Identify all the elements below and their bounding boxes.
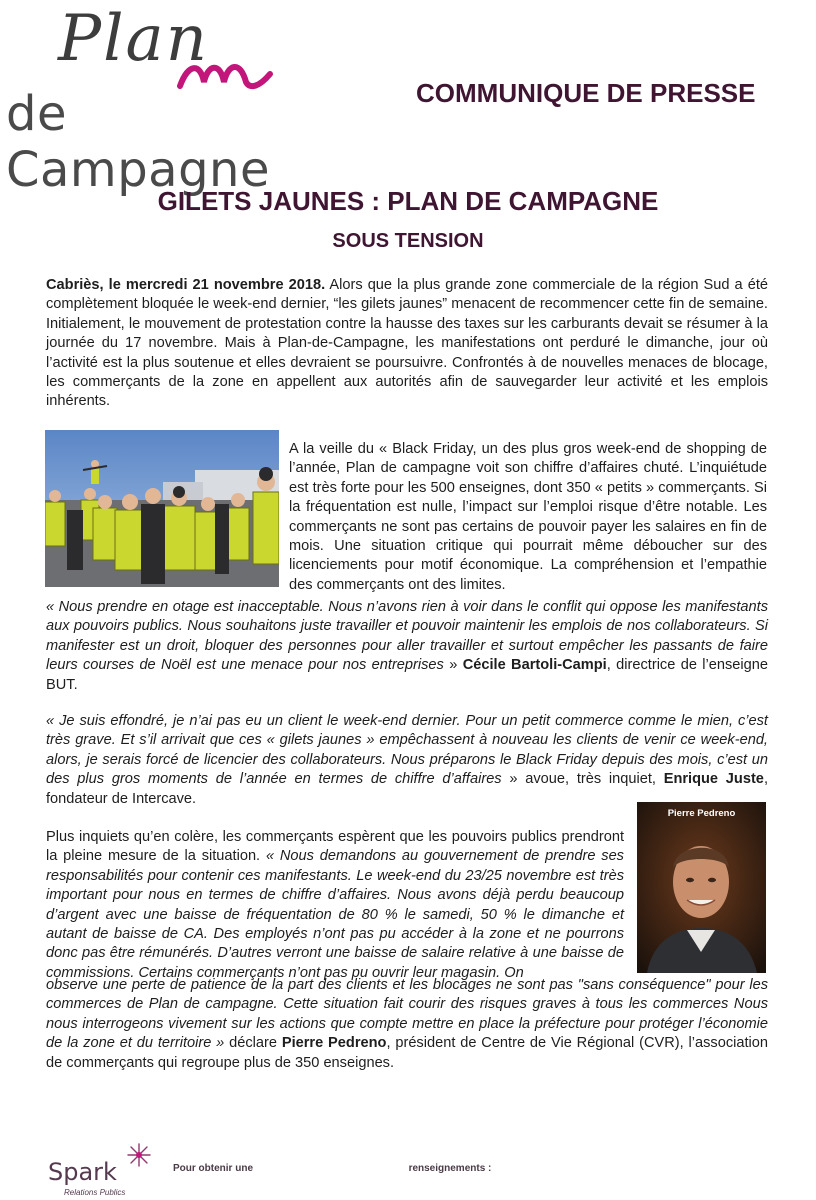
quote-text: « Nous prendre en otage est inacceptable. Nous n’avons rien à voir dans le conflit qui oppose les manifestants aux pouvoirs publics. Nous souhaitons juste travailler et pouvoir maintenir les emplois de nos collaborateurs. Si manifester est un droit, bloquer des personnes pour aller travailler et surtout empêcher les passants de faire leurs courses de Noël est une menace pour nos entreprises bbox=[46, 599, 768, 674]
quote-bartoli-campi bbox=[46, 598, 768, 695]
spark-logo-text: Spark bbox=[48, 1158, 117, 1186]
quote-close: déclare bbox=[224, 1035, 282, 1052]
spark-logo bbox=[48, 1142, 158, 1200]
quote-close: » avoue, très inquiet, bbox=[501, 771, 664, 788]
spark-star-icon bbox=[126, 1142, 152, 1168]
headline: GILETS JAUNES : PLAN DE CAMPAGNE bbox=[157, 186, 659, 216]
portrait-photo bbox=[637, 802, 766, 973]
quote-juste bbox=[46, 712, 768, 809]
press-release-title: COMMUNIQUE DE PRESSE bbox=[416, 78, 756, 108]
speaker-title: , directrice de l’enseigne BUT. bbox=[46, 657, 769, 693]
intro-text: Alors que la plus grande zone commerciale de la région Sud a été complètement bloquée le week-end dernier, “les gilets jaunes” menacent de recommencer cette fin de semaine. Initialement, le mouvement de protestation contre la hausse des taxes sur les carburants devait se résumer à la journée du 17 novembre. Mais à Plan-de-Campagne, les manifestations ont perduré le dimanche, jour où l’activité est la plus soutenue et elles devraient se poursuivre. Confrontés à de nouvelles menaces de blocage, les commerçants de la zone en appellent aux autorités afin de sauvegarder leur activité et les emplois inhérents. bbox=[46, 277, 768, 410]
pedreno-quote-end bbox=[46, 976, 768, 1073]
quote-text: « Nous demandons au gouvernement de prendre ses responsabilités pour contenir ces manifestants. Le week-end du 23/25 novembre est très important pour nous en termes de chiffre d’affaires. Nous avons déjà perdu beaucoup d’argent avec une baisse de fréquentation de 80 % le samedi, 50 % le dimanche et autant de baisse de CA. Des employés n’ont pas pu accéder à la zone et ne pourrons donc pas être rémunérés. D’autres verront une baisse de salaire relative à une baisse de commissions. Certains commerçants n’ont pas pu ouvrir leur magasin. On bbox=[46, 848, 624, 981]
intro-paragraph bbox=[46, 276, 768, 412]
black-friday-paragraph: A la veille du « Black Friday, un des plus gros week-end de shopping de l’année, Plan de campagne voit son chiffre d’affaires chuté. L’inquiétude est très forte pour les 500 enseignes, dont 350 « petits » commerçants. Si la fréquentation est nulle, l’impact sur l’emploi risque d’être notable. Les commerçants ne sont pas certains de pouvoir payer les salaires en fin de mois. Une situation critique qui pourrait même déboucher sur des licenciements pour motif économique. La compréhension et l’empathie des commerçants ont des limites. bbox=[289, 441, 767, 593]
logo-main-text: de Campagne bbox=[6, 86, 270, 198]
portrait-caption: Pierre Pedreno bbox=[667, 808, 736, 819]
speaker-name: Cécile Bartoli-Campi bbox=[462, 657, 607, 674]
spark-tagline: Relations Publics bbox=[64, 1188, 126, 1197]
subheadline: SOUS TENSION bbox=[332, 230, 484, 252]
speaker-title: , fondateur de Intercave. bbox=[46, 771, 768, 807]
dateline: Cabriès, le mercredi 21 novembre 2018. bbox=[46, 277, 326, 293]
footer-contact-line bbox=[173, 1163, 491, 1174]
footer-contact-start: Pour obtenir une bbox=[173, 1163, 253, 1174]
quote-text: « Je suis effondré, je n’ai pas eu un client le week-end dernier. Pour un petit commerce comme le mien, c’est très grave. Et s’il arrivait que ces « gilets jaunes » empêchassent à nouveau les clients de venir ce week-end, alors, je serais forcé de licencier des collaborateurs. Nous préparons le Black Friday depuis des mois, c’est un des plus gros moments de l’année en termes de chiffre d’affaires bbox=[46, 713, 768, 788]
speaker-name: Enrique Juste bbox=[663, 771, 764, 788]
plan-de-campagne-logo bbox=[4, 2, 344, 198]
speaker-name: Pierre Pedreno bbox=[281, 1035, 387, 1052]
pedreno-intro bbox=[46, 828, 624, 983]
portrait-card bbox=[637, 802, 766, 973]
intro-text: Plus inquiets qu’en colère, les commerçants espèrent que les pouvoirs publics prendront la pleine mesure de la situation. bbox=[46, 829, 624, 865]
quote-close: » bbox=[443, 657, 463, 674]
protest-photo bbox=[45, 430, 279, 587]
protest-photo-image bbox=[45, 430, 279, 587]
quote-text: observe une perte de patience de la part des clients et les blocages ne sont pas "sans conséquence" pour les commerces de Plan de campagne. Cette situation fait courir des risques graves à tous les commerces Nous nous interrogeons vivement sur les actions que compte mettre en place la préfecture pour protéger l’économie de la zone et du territoire » bbox=[46, 977, 768, 1052]
speaker-title: , président de Centre de Vie Régional (CVR), l’association de commerçants qui regroupe plus de 350 enseignes. bbox=[46, 1035, 769, 1071]
logo-script-text: Plan bbox=[58, 2, 209, 76]
footer-contact-end: renseignements : bbox=[408, 1163, 492, 1174]
